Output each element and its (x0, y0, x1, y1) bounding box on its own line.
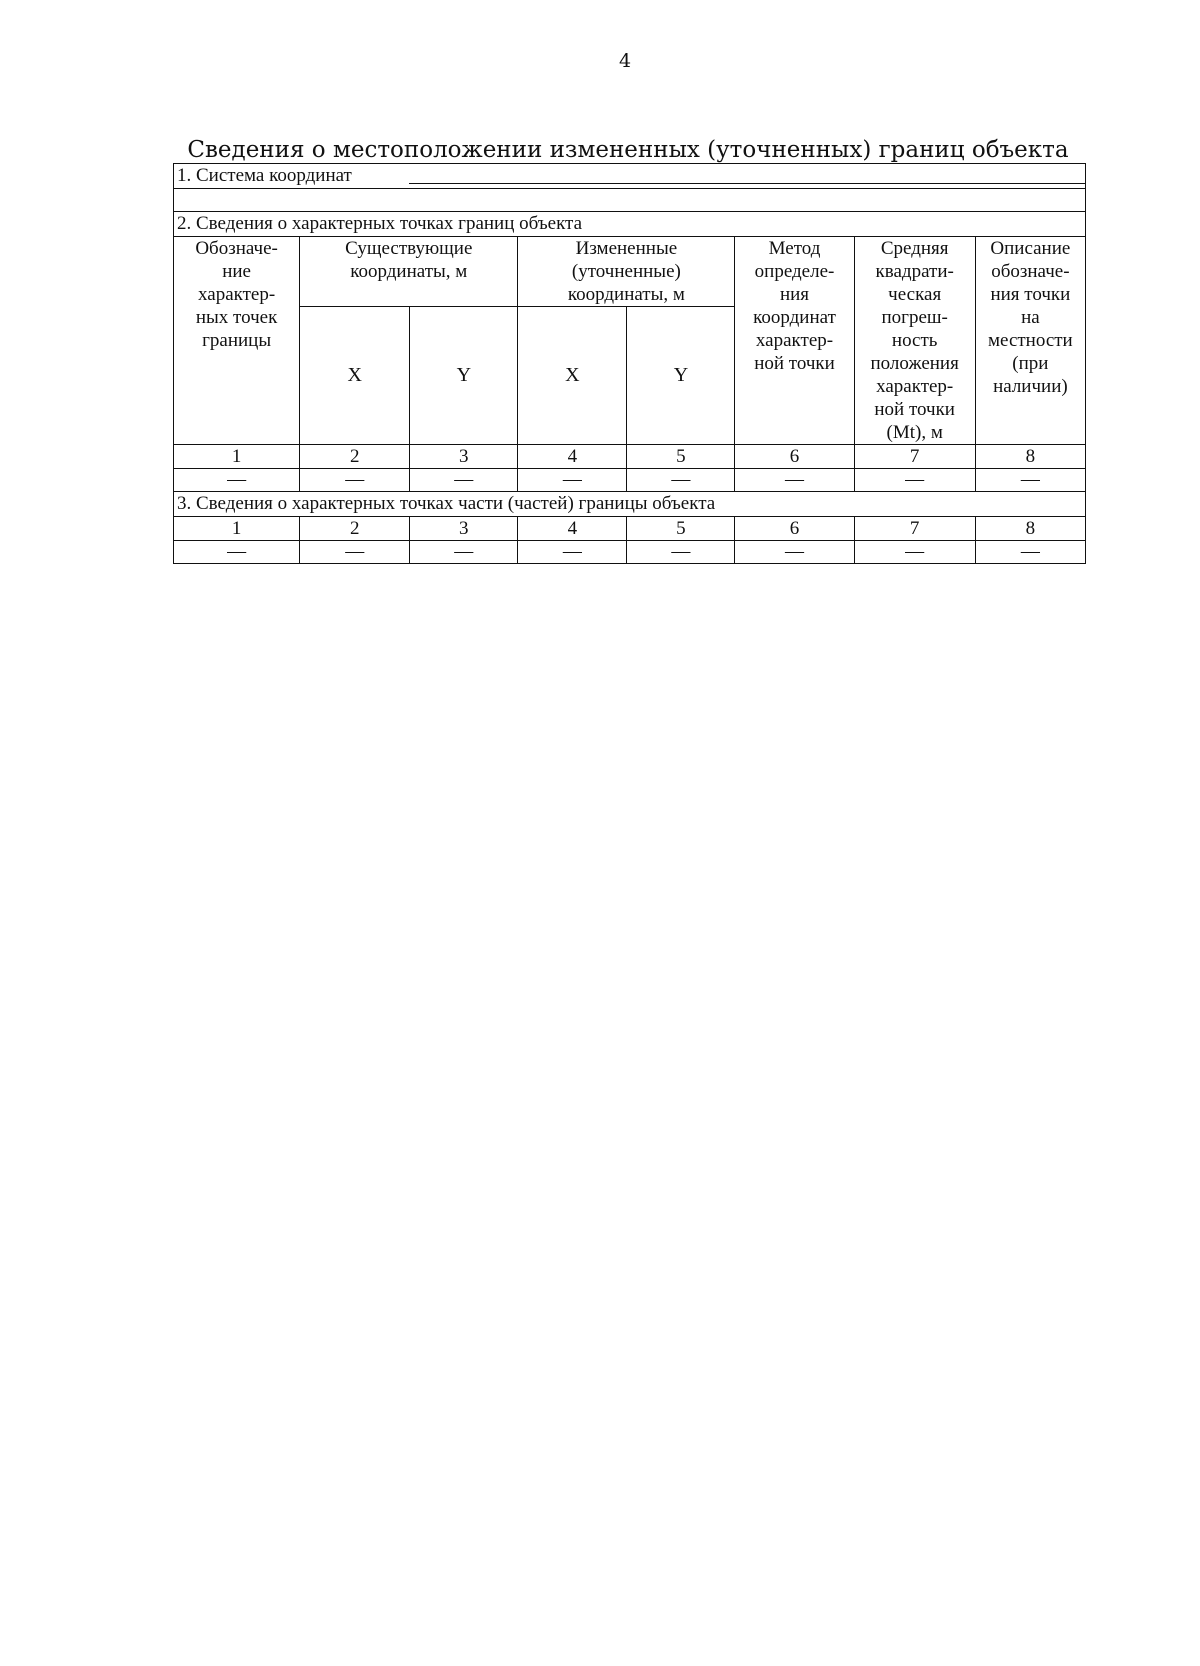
table-cell: — (735, 469, 854, 492)
column-number: 3 (410, 517, 518, 541)
table-cell: — (735, 541, 854, 564)
coordinate-system-row (174, 164, 1086, 189)
table-cell: — (518, 469, 627, 492)
header-designation: Обозначе- ние характер- ных точек границы (174, 237, 300, 445)
table-cell: — (975, 469, 1085, 492)
table-cell: — (627, 541, 735, 564)
table-cell: — (174, 469, 300, 492)
column-number: 7 (854, 445, 975, 469)
column-number: 5 (627, 517, 735, 541)
header-mean-square-error: Средняя квадрати- ческая погреш- ность положения характер- ной точки (Mt), м (854, 237, 975, 445)
header-changed-coordinates: Измененные (уточненные) координаты, м (518, 237, 735, 307)
table-cell: — (300, 469, 410, 492)
table-row (174, 541, 1086, 564)
column-number: 2 (300, 517, 410, 541)
table-cell: — (174, 541, 300, 564)
coordinate-system-blank-row (174, 189, 1086, 212)
table-cell: — (410, 469, 518, 492)
section-3-heading: 3. Сведения о характерных точках части (частей) границы объекта (174, 492, 1086, 517)
header-method: Метод определе- ния координат характер- ной точки (735, 237, 854, 445)
page-number: 4 (618, 50, 632, 72)
section-3-column-numbers (174, 517, 1086, 541)
column-number: 1 (174, 517, 300, 541)
table-cell: — (300, 541, 410, 564)
header-changed-y: Y (627, 307, 735, 445)
column-number: 3 (410, 445, 518, 469)
column-number: 7 (854, 517, 975, 541)
table-cell: — (410, 541, 518, 564)
section-2-heading: 2. Сведения о характерных точках границ объекта (174, 212, 1086, 237)
header-existing-y: Y (410, 307, 518, 445)
table-cell: — (854, 469, 975, 492)
column-number: 8 (975, 517, 1085, 541)
column-number: 6 (735, 445, 854, 469)
boundary-points-table (173, 163, 1086, 564)
column-number: 1 (174, 445, 300, 469)
column-number: 8 (975, 445, 1085, 469)
table-cell: — (518, 541, 627, 564)
header-changed-x: X (518, 307, 627, 445)
section-2-column-numbers (174, 445, 1086, 469)
column-number: 2 (300, 445, 410, 469)
document-title: Сведения о местоположении измененных (уточненных) границ объекта (187, 137, 1069, 163)
column-number: 5 (627, 445, 735, 469)
table-row (174, 469, 1086, 492)
table-cell: — (854, 541, 975, 564)
column-number: 6 (735, 517, 854, 541)
table-cell: — (975, 541, 1085, 564)
header-point-description: Описание обозначе- ния точки на местности (при наличии) (975, 237, 1085, 445)
coordinate-system-fill-line (409, 183, 1085, 184)
coordinate-system-label: 1. Система координат (177, 165, 352, 186)
column-number: 4 (518, 517, 627, 541)
column-number: 4 (518, 445, 627, 469)
header-existing-coordinates: Существующие координаты, м (300, 237, 518, 307)
header-existing-x: X (300, 307, 410, 445)
table-cell: — (627, 469, 735, 492)
